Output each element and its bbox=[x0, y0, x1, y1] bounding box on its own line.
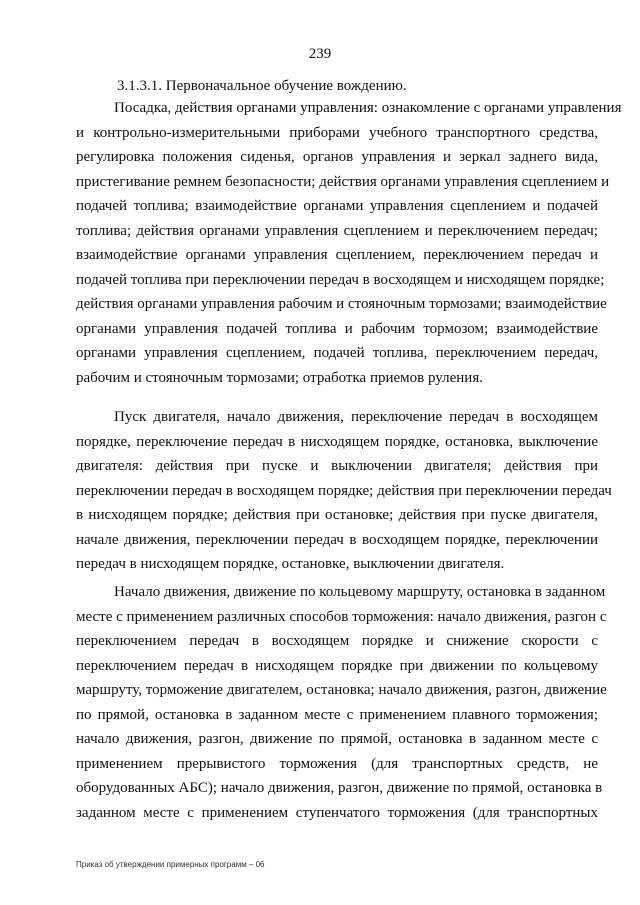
text-line: топлива; действия органами управления сцеплением и переключением передач; bbox=[76, 222, 598, 239]
text-line: применением прерывистого торможения (для транспортных средств, не bbox=[76, 755, 598, 772]
text-line: рабочим и стояночным тормозами; отработка приемов руления. bbox=[76, 369, 483, 386]
text-line: пристегивание ремнем безопасности; действия органами управления сцеплением и bbox=[76, 173, 610, 190]
paragraph bbox=[76, 96, 622, 390]
text-line: начало движения, разгон, движение по прямой, остановка в заданном месте с bbox=[76, 731, 598, 747]
text-line: начале движения, переключении передач в восходящем порядке, переключении bbox=[76, 531, 598, 548]
text-line: органами управления подачей топлива и рабочим тормозом; взаимодействие bbox=[76, 320, 598, 337]
text-line: регулировка положения сиденья, органов управления и зеркал заднего вида, bbox=[76, 149, 598, 165]
page-number: 239 bbox=[308, 46, 332, 62]
paragraph-circular-route bbox=[76, 580, 607, 825]
text-line: в нисходящем порядке; действия при остановке; действия при пуске двигателя, bbox=[76, 507, 598, 523]
text-line: заданном месте с применением ступенчатого торможения (для транспортных bbox=[76, 804, 598, 821]
text-line: передач в нисходящем порядке, остановке, выключении двигателя. bbox=[76, 556, 505, 572]
text-line: переключением передач в нисходящем порядке при движении по кольцевому bbox=[76, 657, 598, 674]
text-line: органами управления сцеплением, подачей топлива, переключением передач, bbox=[76, 345, 598, 361]
paragraph bbox=[76, 405, 612, 577]
paragraph-seating-controls bbox=[76, 96, 622, 390]
text-line: и контрольно-измерительными приборами учебного транспортного средства, bbox=[76, 124, 598, 141]
paragraph bbox=[76, 580, 607, 825]
text-line: подачей топлива; взаимодействие органами управления сцеплением и подачей bbox=[76, 198, 598, 214]
text-line: месте с применением различных способов торможения: начало движения, разгон с bbox=[76, 608, 607, 625]
text-line: двигателя: действия при пуске и выключении двигателя; действия при bbox=[76, 458, 598, 474]
paragraph-engine-start bbox=[76, 405, 612, 577]
text-line: маршруту, торможение двигателем, остановка; начало движения, разгон, движение bbox=[76, 682, 607, 698]
page-footer: Приказ об утверждении примерных программ – 06 bbox=[76, 860, 265, 869]
section-heading: 3.1.3.1. Первоначальное обучение вождению. bbox=[117, 78, 407, 94]
text-line: Начало движения, движение по кольцевому маршруту, остановка в заданном bbox=[114, 584, 606, 600]
text-line: переключении передач в восходящем порядке; действия при переключении передач bbox=[76, 482, 612, 499]
text-line: порядке, переключение передач в нисходящем порядке, остановка, выключение bbox=[76, 433, 598, 450]
text-line: по прямой, остановка в заданном месте с применением плавного торможения; bbox=[76, 706, 598, 723]
text-line: действия органами управления рабочим и стояночным тормозами; взаимодействие bbox=[76, 296, 607, 312]
text-line: подачей топлива при переключении передач в восходящем и нисходящем порядке; bbox=[76, 271, 605, 288]
text-line: взаимодействие органами управления сцеплением, переключением передач и bbox=[76, 247, 598, 263]
text-line: Пуск двигателя, начало движения, переключение передач в восходящем bbox=[114, 409, 598, 425]
text-line: Посадка, действия органами управления: ознакомление с органами управления bbox=[114, 100, 622, 116]
text-line: оборудованных АБС); начало движения, разгон, движение по прямой, остановка в bbox=[76, 780, 603, 796]
text-line: переключением передач в восходящем порядке и снижение скорости с bbox=[76, 633, 598, 649]
